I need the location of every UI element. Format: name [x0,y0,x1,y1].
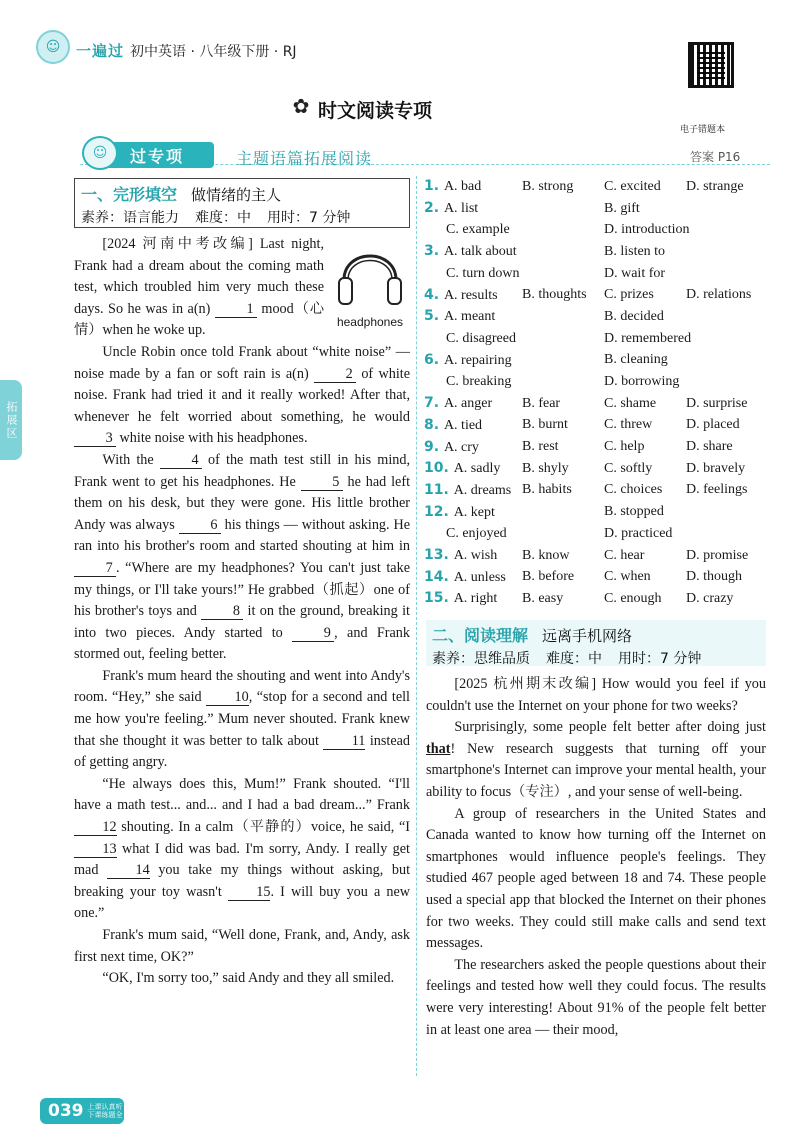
option-d[interactable]: D. promise [686,547,749,563]
section1-topic: 做情绪的主人 [191,186,282,204]
blank-1[interactable]: 1 [215,301,257,318]
section1-heading [74,178,410,228]
option-c[interactable]: C. hear [604,547,645,563]
footer-slogan: 上课认真听 下课练题全 [87,1103,123,1119]
option-c[interactable]: C. softly [604,460,653,476]
text: With the [102,451,154,468]
text: . “Where are my headphones? You can't just take my things, or I'll take yours!” He grabbed（抓起）one of his brother's toys and [74,559,410,620]
q-num: 15. A. right [424,590,498,607]
option-row [424,176,774,198]
section2-heading [426,620,766,666]
blank-15[interactable]: 15 [228,884,271,901]
qr-code-icon[interactable] [688,42,734,88]
q-num: 11. A. dreams [424,481,512,498]
qr-label: 电子错题本 [680,125,726,135]
option-row [424,588,774,610]
option-b[interactable]: B. habits [522,482,572,498]
option-d[interactable]: D. placed [686,417,740,433]
section1-number: 一、完形填空 [81,185,178,204]
text: of white noise. Frank had tried it and it really worked! After that, whenever he felt worried about something, he would [74,365,410,425]
q-num: 8. A. tied [424,416,483,433]
option-row [424,198,774,220]
q-num: 14. A. unless [424,568,506,585]
q-num: 2. A. list [424,200,479,217]
text: ! New research suggests that turning off your smartphone's Internet can improve your mental health, your ability to focus（专注）, and your sense of well-being. [426,740,766,800]
reading-passage [426,674,766,1041]
cloze-paragraph-3 [74,450,410,666]
blank-6[interactable]: 6 [179,517,221,534]
q-num: 3. A. talk about [424,243,517,260]
option-c[interactable]: B. gift [604,200,640,216]
blank-13[interactable]: 13 [74,841,117,858]
blank-12[interactable]: 12 [74,819,117,836]
mascot-icon: ☺ [82,136,118,170]
section2-topic: 远离手机网络 [542,627,633,645]
text: what I did was bad. I'm sorry, Andy. I really get mad [74,840,410,879]
cloze-paragraph-4 [74,666,410,774]
cloze-paragraph-5 [74,774,410,925]
option-c[interactable]: B. listen to [604,243,666,259]
text: mood（心情）when he woke up. [74,300,325,339]
text: he had left them on his desk, but they were gone. His little brother Andy was always [74,473,411,533]
option-row [424,523,774,545]
option-b[interactable]: B. easy [522,590,564,606]
text: of the math test still in his mind, Frank went to get his headphones. He [74,451,410,490]
option-d-sub[interactable]: D. practiced [604,525,673,541]
option-d[interactable]: D. strange [686,178,744,194]
blank-7[interactable]: 7 [74,560,116,577]
reading-paragraph-3: A group of researchers in the United States and Canada wanted to know how turning off the Internet on smartphones would influence people's feelings. They studied 467 people aged between 18 and 74. These people used a special app that blocked the Internet on their phones for two weeks. They could still make calls and send text messages. [426,805,766,952]
option-b[interactable]: B. fear [522,395,561,411]
option-d[interactable]: D. share [686,439,733,455]
option-c[interactable]: C. choices [604,482,663,498]
text: instead of getting angry. [74,732,411,771]
reading-paragraph-2 [426,717,766,803]
option-c[interactable]: C. when [604,569,651,585]
option-c-sub[interactable]: C. disagreed [446,330,516,346]
headphones-figure [330,234,410,334]
q-num: 12. A. kept [424,503,495,520]
blank-5[interactable]: 5 [301,474,343,491]
option-row [424,545,774,567]
headphones-label: headphones [336,315,404,329]
option-row [424,436,774,458]
option-row [424,350,774,372]
banner-subtitle: 主题语篇拓展阅读 [236,149,373,168]
q-num: 5. A. meant [424,308,496,325]
flower-icon: ✿ [292,96,310,118]
option-d[interactable]: D. crazy [686,590,734,606]
option-d-sub[interactable]: D. remembered [604,330,692,346]
page-title: 时文阅读专项 [318,100,433,122]
q-num: 13. A. wish [424,547,498,564]
option-row [424,480,774,502]
options-list [424,176,774,610]
option-row [424,393,774,415]
option-d[interactable]: D. surprise [686,395,748,411]
page-number [40,1098,124,1124]
q-num: 7. A. anger [424,395,493,412]
mascot-logo-icon: ☺ [36,30,70,64]
option-c[interactable]: C. threw [604,417,653,433]
option-c[interactable]: C. help [604,439,645,455]
option-d[interactable]: D. feelings [686,482,748,498]
option-b[interactable]: B. burnt [522,417,568,433]
answer-reference: 答案 P16 [690,150,741,164]
section-tag: 过专项 [100,142,214,168]
option-d[interactable]: D. relations [686,287,752,303]
option-row [424,219,774,241]
text: [2024 河南中考改编] Last night, Frank had a dream about the coming math test, which troubled him very much these days. So he was in a(n) [74,236,324,317]
text: Frank's mum heard the shouting and went into Andy's room. “Hey,” she said [74,667,410,706]
text: white noise with his headphones. [119,430,308,447]
option-c[interactable]: C. excited [604,178,661,194]
cloze-passage [74,234,410,990]
option-row [424,566,774,588]
cloze-paragraph-7: “OK, I'm sorry too,” said Andy and they all smiled. [102,970,395,987]
option-d-sub[interactable]: D. borrowing [604,374,680,390]
option-row [424,306,774,328]
option-d[interactable]: D. bravely [686,460,746,476]
q-num: 1. A. bad [424,178,482,195]
option-row [424,415,774,437]
headphones-icon [334,234,406,312]
section2-time: 用时：7 分钟 [618,651,702,667]
option-row [424,241,774,263]
blank-10[interactable]: 10 [206,689,249,706]
cloze-paragraph-2 [74,342,410,450]
option-b[interactable]: B. know [522,547,570,563]
section2-number: 二、阅读理解 [432,626,529,645]
header [20,30,780,70]
section2-literacy: 素养：思维品质 [432,651,530,667]
text: shouting. In a calm（平静的）voice, he said, “I [121,819,411,836]
option-row [424,284,774,306]
reading-paragraph-1: [2025 杭州期末改编] How would you feel if you couldn't use the Internet on your phone for two weeks? [426,676,766,714]
blank-4[interactable]: 4 [160,452,202,469]
section1-time: 用时：7 分钟 [267,210,351,226]
section2-difficulty: 难度：中 [546,651,602,667]
option-row [424,328,774,350]
q-num: 6. A. repairing [424,351,512,368]
text: you take my things without asking, but breaking your toy wasn't [74,862,411,900]
book-title: 初中英语 · 八年级下册 · RJ [130,44,297,60]
text: Uncle Robin once told Frank about “white noise” — noise made by a fan or soft rain is a(n) [74,343,410,382]
blank-11[interactable]: 11 [323,733,365,750]
text: it on the ground, breaking it into two pieces. Andy started to [74,603,410,641]
q-num: 4. A. results [424,286,498,303]
option-c-sub[interactable]: C. enjoyed [446,525,507,541]
option-c[interactable]: B. cleaning [604,352,668,368]
reading-paragraph-4: The researchers asked the people questions about their feelings and tested how well they could focus. The results were very interesting! About 91% of the people felt better in at least one area — their mood, [426,956,766,1038]
section1-difficulty: 难度：中 [195,210,251,226]
blank-2[interactable]: 2 [314,366,356,383]
option-row [424,371,774,393]
page-number-text: 039 [48,1101,84,1121]
option-c-sub[interactable]: C. example [446,222,510,238]
option-d[interactable]: D. though [686,569,742,585]
blank-8[interactable]: 8 [201,603,243,620]
underlined-word: that [426,740,451,757]
side-tab: 拓展区 [0,380,22,460]
option-row [424,263,774,285]
q-num: 10. A. sadly [424,460,501,477]
text: . I will buy you a new one.” [74,883,411,922]
text: his things — without asking. He ran into his brother's room and started shouting at him in [74,516,411,555]
text: , and Frank stormed out, feeling better. [74,624,410,663]
option-b[interactable]: B. rest [522,439,559,455]
option-d-sub[interactable]: D. wait for [604,265,666,281]
text: , “stop for a second and tell me how you're feeling.” Mum never shouted. Frank knew that she thought it was better to talk about [74,689,410,749]
option-c[interactable]: C. shame [604,395,657,411]
blank-14[interactable]: 14 [107,862,150,879]
option-row [424,501,774,523]
option-c[interactable]: C. prizes [604,287,654,303]
text: Surprisingly, some people felt better after doing just [454,719,766,736]
blank-9[interactable]: 9 [292,625,334,642]
option-c[interactable]: B. decided [604,308,664,324]
brand-name: 一遍过 [76,42,125,60]
text: “He always does this, Mum!” Frank shouted. “I'll have a math test... and... and I had a bad dream...” Frank [74,775,410,814]
cloze-paragraph-6: Frank's mum said, “Well done, Frank, and, Andy, ask first next time, OK?” [74,927,410,965]
option-c[interactable]: B. stopped [604,504,664,520]
q-num: 9. A. cry [424,438,479,455]
section1-literacy: 素养：语言能力 [81,210,179,226]
option-b[interactable]: B. strong [522,178,574,194]
option-d-sub[interactable]: D. introduction [604,222,690,238]
option-c[interactable]: C. enough [604,590,662,606]
option-b[interactable]: B. shyly [522,460,569,476]
option-b[interactable]: B. before [522,569,575,585]
option-b[interactable]: B. thoughts [522,287,587,303]
blank-3[interactable]: 3 [74,430,116,447]
column-divider [416,176,417,1076]
option-c-sub[interactable]: C. turn down [446,265,520,281]
option-row [424,458,774,480]
option-c-sub[interactable]: C. breaking [446,374,512,390]
